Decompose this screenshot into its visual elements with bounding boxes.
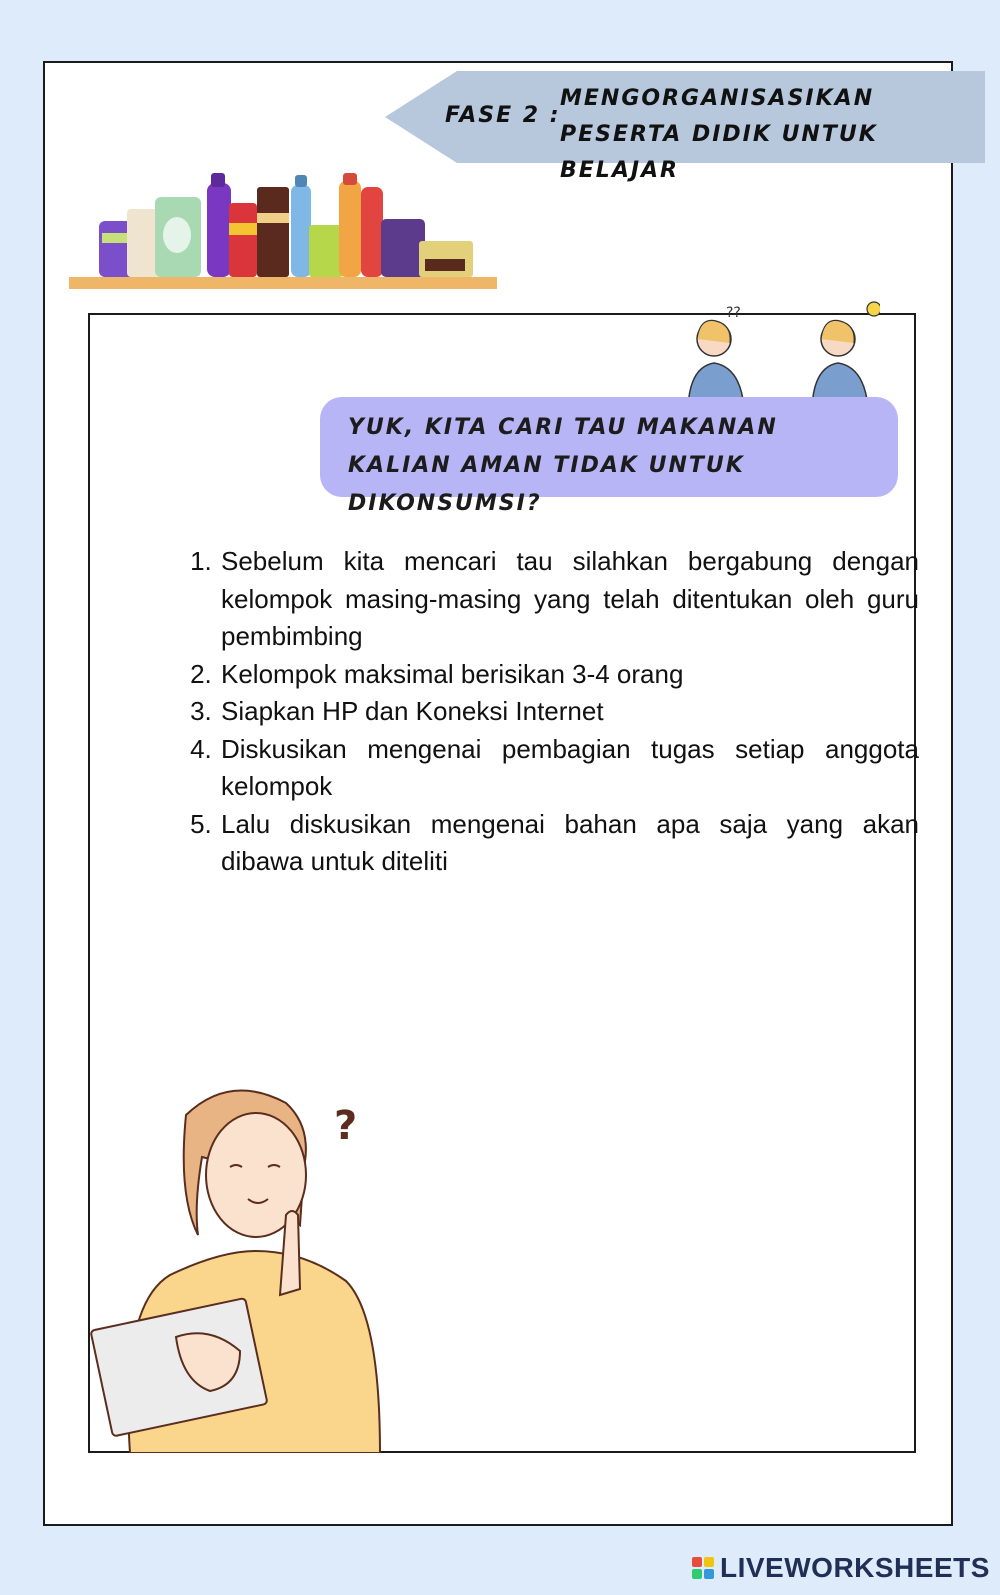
bottle-orange — [339, 181, 361, 277]
lightbulb-icon — [867, 302, 880, 316]
soda-bottle-purple — [207, 183, 231, 277]
thinking-woman-illustration — [90, 1075, 420, 1453]
candy-bag-purple — [381, 219, 425, 277]
phase-label: FASE 2 : — [445, 103, 561, 128]
liveworksheets-logo-icon — [692, 1557, 714, 1579]
bottle-red — [361, 187, 383, 277]
question-bubble — [320, 397, 898, 516]
activity-box — [88, 305, 919, 1453]
question-text: YUK, KITA CARI TAU MAKANAN KALIAN AMAN TIDAK UNTUK DIKONSUMSI? — [348, 415, 778, 516]
liveworksheets-watermark — [692, 1552, 990, 1584]
juice-box-green — [309, 225, 343, 277]
watermark-text: LIVEWORKSHEETS — [720, 1552, 990, 1583]
list-item: 5. Lalu diskusikan mengenai bahan apa saja yang akan dibawa untuk diteliti — [219, 806, 919, 881]
list-item: 4. Diskusikan mengenai pembagian tugas setiap anggota kelompok — [219, 731, 919, 806]
worksheet-page — [43, 61, 953, 1526]
list-item: 3. Siapkan HP dan Koneksi Internet — [219, 693, 919, 731]
chocolate-bar — [257, 187, 289, 277]
phase-title: MENGORGANISASIKAN PESERTA DIDIK UNTUK BELAJAR — [560, 86, 878, 183]
chips-can-red — [229, 203, 257, 277]
svg-text:??: ?? — [726, 305, 741, 321]
steps-list — [185, 543, 919, 881]
snack-shelf-illustration — [69, 173, 499, 293]
shelf-board — [69, 277, 497, 289]
question-mark-icon: ? — [334, 1103, 358, 1149]
list-item: 2. Kelompok maksimal berisikan 3-4 orang — [219, 656, 919, 694]
list-item: 1. Sebelum kita mencari tau silahkan bergabung dengan kelompok masing-masing yang telah ditentukan oleh guru pembimbing — [219, 543, 919, 656]
water-bottle — [291, 185, 311, 277]
